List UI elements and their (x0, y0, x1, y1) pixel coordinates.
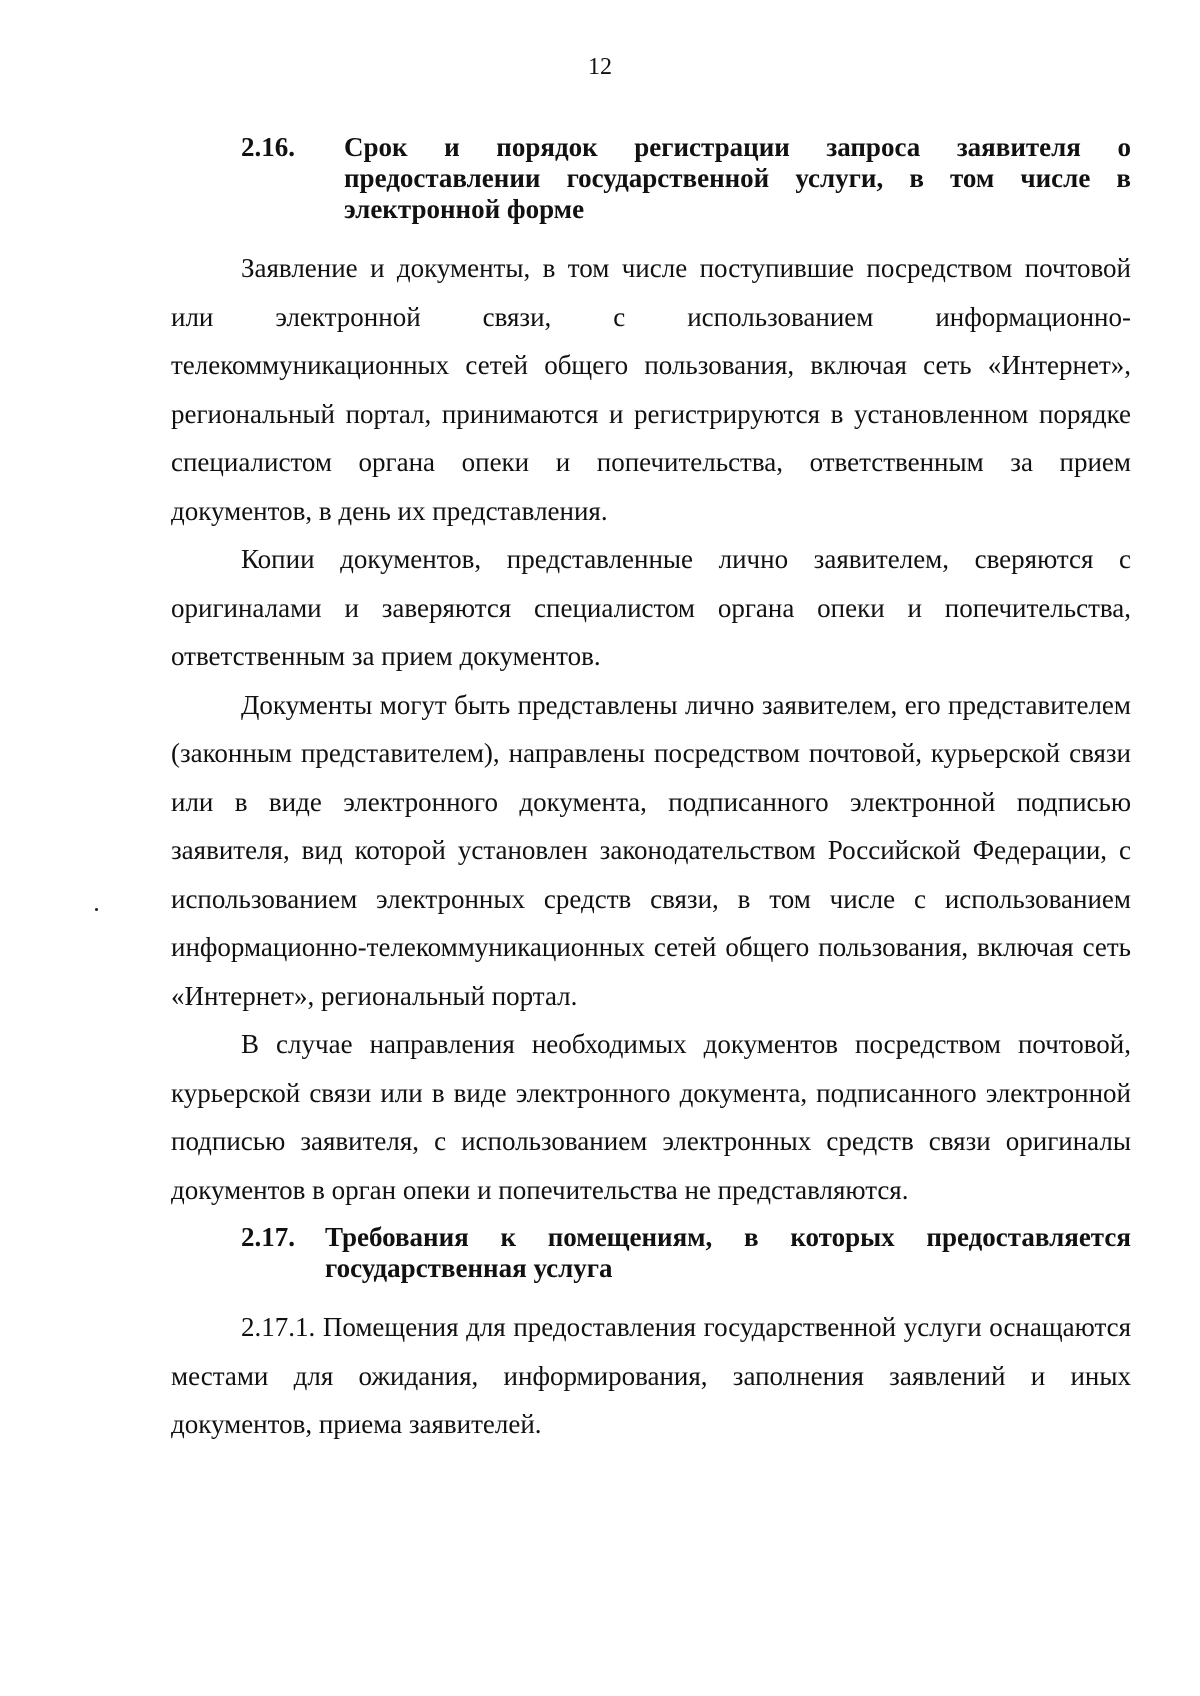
section-heading (171, 132, 1131, 225)
paragraph: В случае направления необходимых документов посредством почтовой, курьерской связи или в виде электронного документа, подписанного электронной подписью заявителя, с использованием электронных средств связи оригиналы документов в орган опеки и попечительства не представляются. (171, 1029, 1131, 1205)
section-2-17-body (171, 1303, 1131, 1449)
section-title: Срок и порядок регистрации запроса заявителя о предоставлении государственной услуги, в том числе в электронной форме (344, 132, 1131, 224)
paragraph: Копии документов, представленные лично заявителем, сверяются с оригиналами и заверяются специалистом органа опеки и попечительства, ответственным за прием документов. (171, 544, 1131, 671)
page-number: 12 (588, 54, 612, 80)
section-title: Требования к помещениям, в которых предоставляется государственная услуга (325, 1222, 1131, 1283)
paragraph: Заявление и документы, в том числе поступившие посредством почтовой или электронной связи, с использованием информационно-телекоммуникационных сетей общего пользования, включая сеть «Интернет», региональный портал, принимаются и регистрируются в установленном порядке специалистом органа опеки и попечительства, ответственным за прием документов, в день их представления. (171, 253, 1131, 526)
section-2-16-body (171, 244, 1131, 1214)
section-2-17 (171, 1222, 1131, 1284)
section-heading (171, 1222, 1131, 1284)
section-number: 2.17. (241, 1222, 295, 1252)
paragraph: Документы могут быть представлены лично заявителем, его представителем (законным представителем), направлены посредством почтовой, курьерской связи или в виде электронного документа, подписанного электронной подписью заявителя, вид которой установлен законодательством Российской Федерации, с использованием электронных средств связи, в том числе с использованием информационно-телекоммуникационных сетей общего пользования, включая сеть «Интернет», региональный портал. (171, 689, 1131, 1011)
paragraph: 2.17.1. Помещения для предоставления государственной услуги оснащаются местами для ожидания, информирования, заполнения заявлений и иных документов, приема заявителей. (171, 1312, 1131, 1439)
scan-speck (95, 908, 98, 911)
section-number: 2.16. (241, 132, 295, 162)
section-2-16 (171, 132, 1131, 225)
